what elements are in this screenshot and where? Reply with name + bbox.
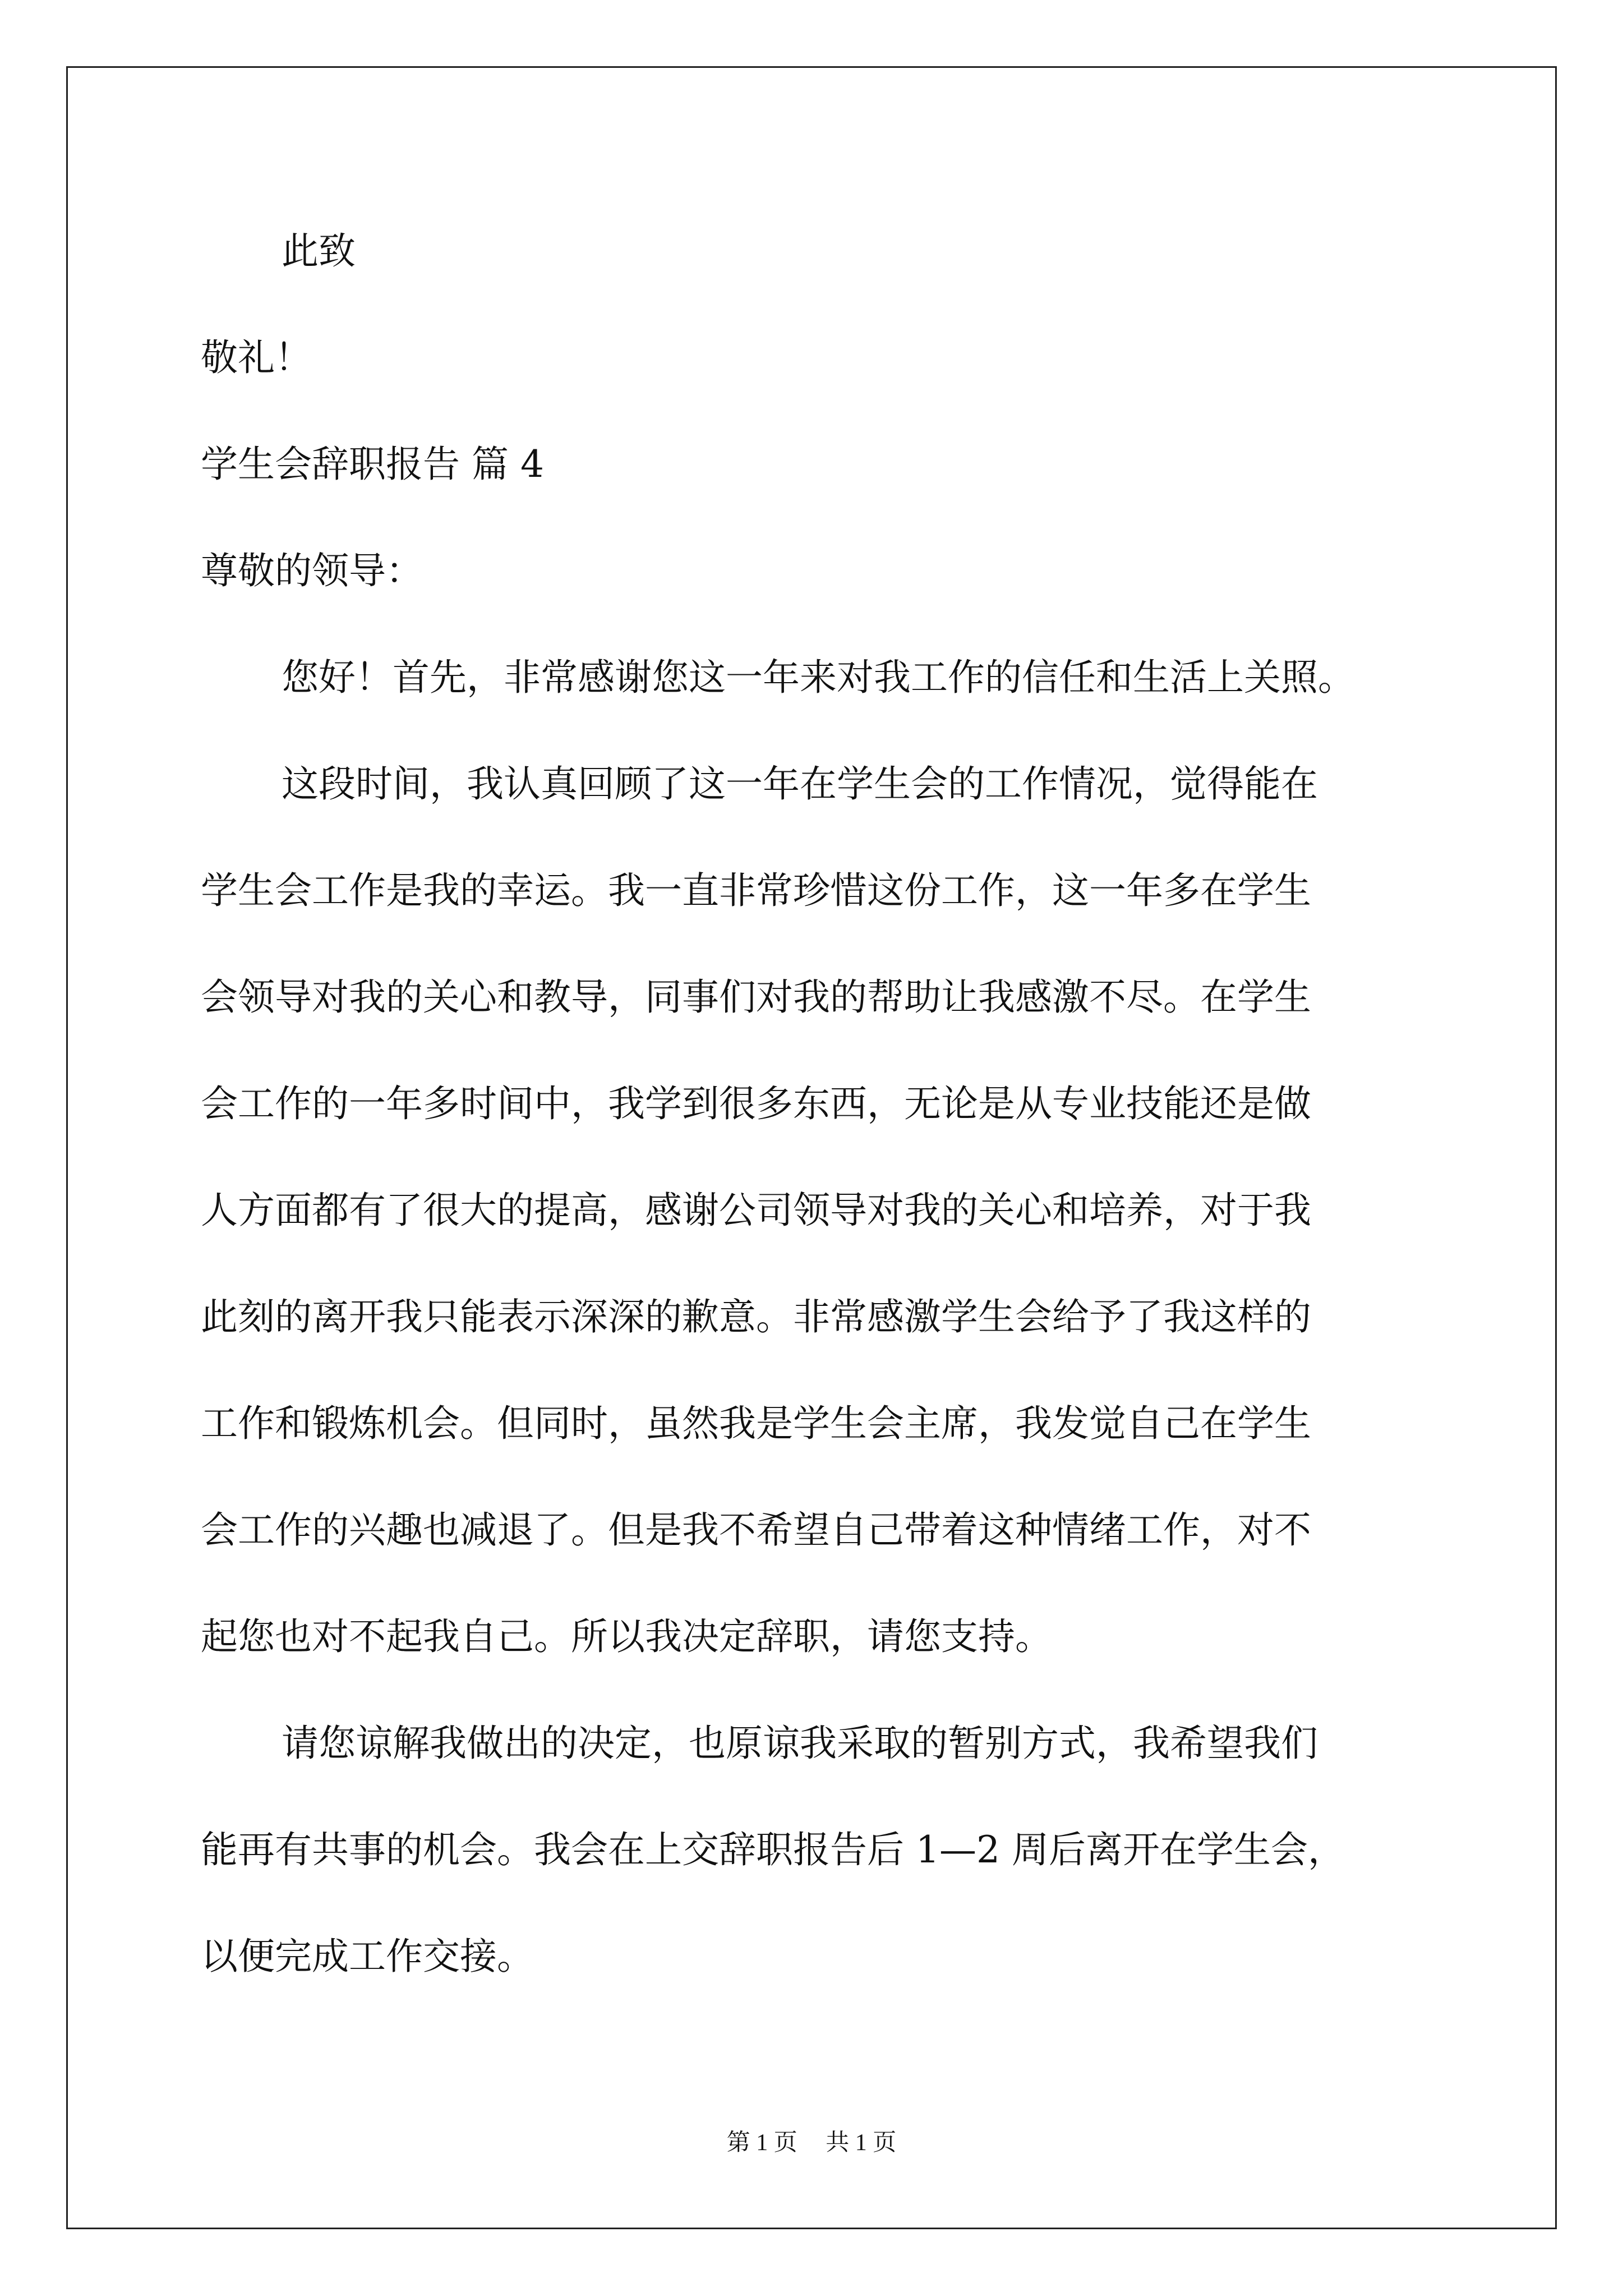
- paragraph-line: 以便完成工作交接。: [201, 1935, 534, 1978]
- salutation-line: 敬礼！: [201, 336, 312, 379]
- page-footer: [0, 2126, 1623, 2160]
- paragraph-line: 会工作的兴趣也减退了。但是我不希望自己带着这种情绪工作，对不: [201, 1508, 1311, 1552]
- paragraph-line: 工作和锻炼机会。但同时，虽然我是学生会主席，我发觉自己在学生: [201, 1402, 1311, 1445]
- paragraph-line: 人方面都有了很大的提高，感谢公司领导对我的关心和培养，对于我: [201, 1189, 1311, 1232]
- paragraph-line: 这段时间，我认真回顾了这一年在学生会的工作情况，觉得能在: [282, 762, 1318, 806]
- section-title: 学生会辞职报告 篇 4: [201, 443, 544, 486]
- paragraph-line: 能再有共事的机会。我会在上交辞职报告后 1—2 周后离开在学生会，: [201, 1828, 1345, 1871]
- paragraph-line: 请您谅解我做出的决定，也原谅我采取的暂别方式，我希望我们: [282, 1722, 1318, 1765]
- paragraph-line: 您好！首先，非常感谢您这一年来对我工作的信任和生活上关照。: [282, 656, 1355, 699]
- page-number: 第 1 页: [726, 2130, 797, 2156]
- paragraph-line: 此刻的离开我只能表示深深的歉意。非常感激学生会给予了我这样的: [201, 1295, 1311, 1338]
- paragraph-line: 起您也对不起我自己。所以我决定辞职，请您支持。: [201, 1615, 1052, 1658]
- greeting-line: 尊敬的领导：: [201, 549, 423, 592]
- paragraph-line: 会领导对我的关心和教导，同事们对我的帮助让我感激不尽。在学生: [201, 976, 1311, 1019]
- document-body: [201, 198, 1435, 2010]
- paragraph-line: 学生会工作是我的幸运。我一直非常珍惜这份工作，这一年多在学生: [201, 869, 1311, 912]
- page-total: 共 1 页: [826, 2130, 897, 2156]
- paragraph-line: 会工作的一年多时间中，我学到很多东西，无论是从专业技能还是做: [201, 1082, 1311, 1125]
- closing-line: 此致: [282, 229, 356, 273]
